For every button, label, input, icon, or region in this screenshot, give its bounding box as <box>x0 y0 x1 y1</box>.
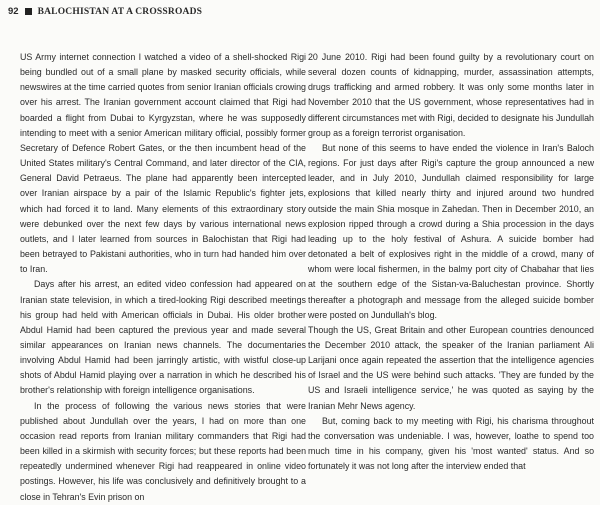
right-column <box>308 50 594 505</box>
paragraph: US Army internet connection I watched a video of a shell-shocked Rigi being bundled out of a small plane by masked security officials, while newswires at the time carried quotes from senior Iranian officials crowing over his arrest. The Iranian government account claimed that Rigi had boarded a flight from Dubai to Kyrgyzstan, where he was supposedly intending to meet with a senior American military official, possibly former Secretary of Defence Robert Gates, or the then incumbent head of the United States military's Central Command, and later director of the CIA, General David Petraeus. The plane had apparently been intercepted over Iranian airspace by a pair of the Islamic Republic's fighter jets, which had forced it to land. Many elements of this extraordinary story were debunked over the next few days by various international news outlets, and I later learned from sources in Balochistan that Rigi had been betrayed to Pakistani authorities, who in turn had handed him over to Iran. <box>20 52 306 275</box>
paragraph: But, coming back to my meeting with Rigi, his charisma throughout the conversation was undeniable. I was, however, loathe to spend too much time in his company, given his 'most wanted' status. And so fortunately it was not long after the interview ended that <box>308 415 594 472</box>
text-columns <box>20 50 594 505</box>
left-column <box>20 50 306 505</box>
running-head <box>8 6 202 17</box>
paragraph: 20 June 2010. Rigi had been found guilty by a revolutionary court on several dozen counts of kidnapping, murder, assassination attempts, drugs trafficking and armed robbery. It was only some months later in November 2010 that the US government, whose representatives had in different circumstances met with Rigi, decided to designate his Jundullah group as a foreign terrorist organisation. <box>308 52 594 138</box>
page-number: 92 <box>8 6 19 17</box>
square-bullet-icon <box>25 8 32 15</box>
paragraph: But none of this seems to have ended the violence in Iran's Baloch regions. For just days after Rigi's capture the group announced a new leader, and in July 2010, Jundullah claimed responsibility for large explosions that killed nearly thirty and injured around two hundred outside the main Shia mosque in Zahedan. Then in December 2010, an explosion ripped through a crowd during a Shia procession in the days leading up to the holy festival of Ashura. A suicide bomber had detonated a belt of explosives right in the middle of a crowd, many of whom were local fishermen, in the balmy port city of Chabahar that lies at the southern edge of the Sistan-va-Baluchestan province. Shortly thereafter a photograph and message from the alleged suicide bomber were posted on Jundullah's blog. <box>308 142 594 320</box>
paragraph: In the process of following the various news stories that were published about Jundullah over the years, I had on more than one occasion read reports from Iranian military commanders that Rigi had been killed in a skirmish with security forces; but these reports had been repeatedly undermined whenever Rigi had reappeared in online video postings. However, his life was conclusively and definitively brought to a close in Tehran's Evin prison on <box>20 400 306 502</box>
book-title: BALOCHISTAN AT A CROSSROADS <box>37 6 203 17</box>
paragraph: Though the US, Great Britain and other European countries denounced the December 2010 attack, the speaker of the Iranian parliament Ali Larijani once again repeated the assertion that the intelligence agencies of Israel and the US were behind such attacks. 'They are funded by the US and Israeli intelligence service,' he was quoted as saying by the Iranian Mehr News agency. <box>308 324 594 411</box>
paragraph: Days after his arrest, an edited video confession had appeared on Iranian state television, in which a tired-looking Rigi described meetings his group had held with American officials in Dubai. His older brother Abdul Hamid had been captured the previous year and made several similar appearances on Iranian news channels. The documentaries involving Abdul Hamid had been jarringly artistic, with wistful close-up shots of Abdul Hamid playing over a narration in which he described his brother's relationship with foreign intelligence organisations. <box>20 279 306 396</box>
